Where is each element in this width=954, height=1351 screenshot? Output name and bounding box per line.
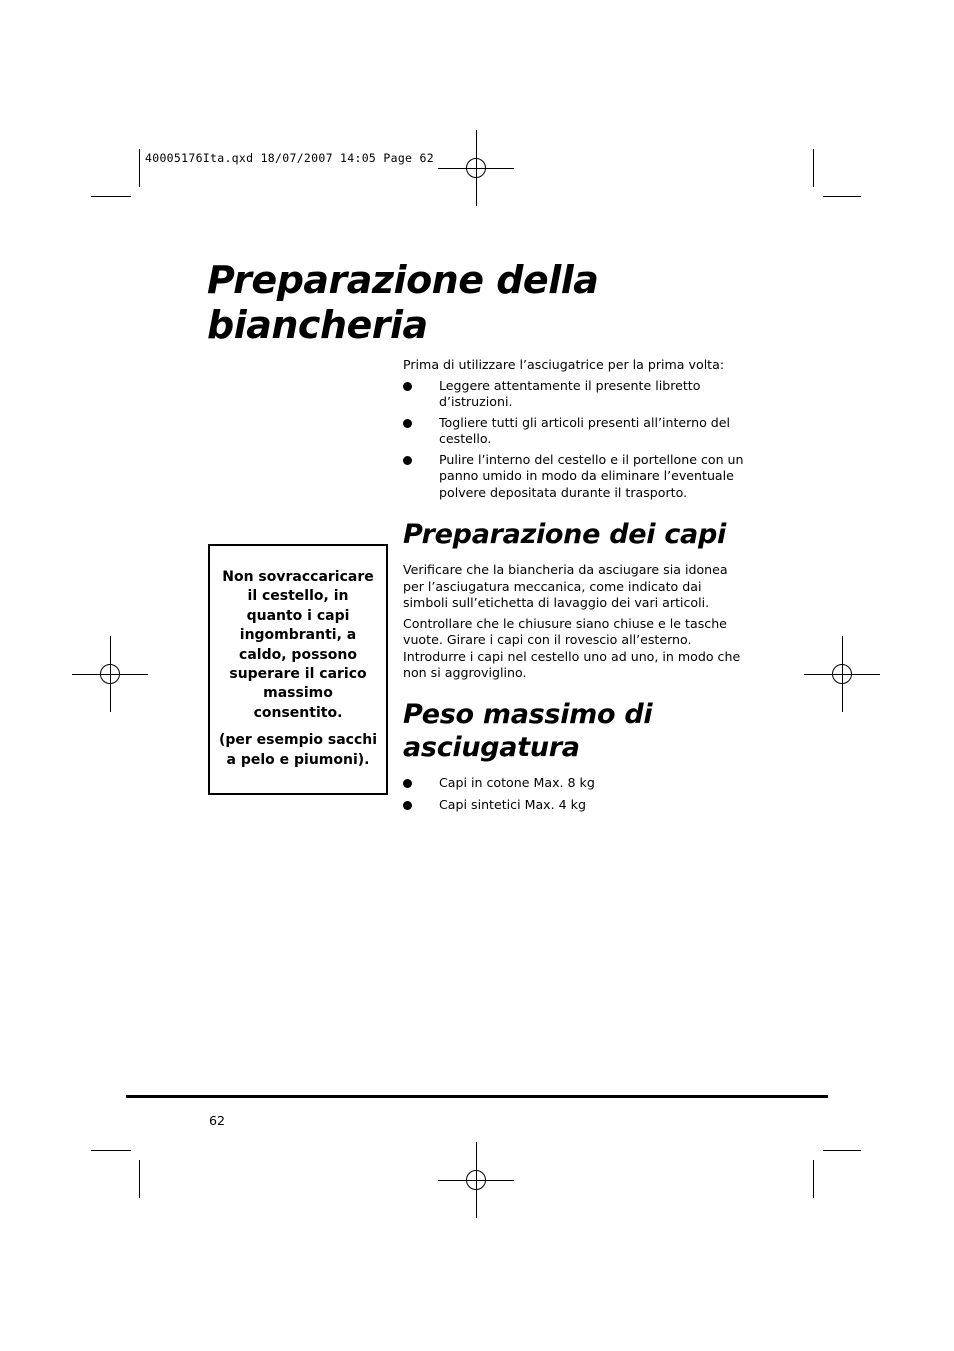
crop-mark bbox=[823, 196, 861, 197]
list-item: Capi in cotone Max. 8 kg bbox=[403, 775, 748, 792]
capi-paragraph-2: Controllare che le chiusure siano chiuse e le tasche vuote. Girare i capi con il rovescio all’esterno. Introdurre i capi nel cestello uno ad uno, in modo che non si aggroviglino. bbox=[403, 615, 741, 680]
crop-mark bbox=[813, 149, 814, 187]
printer-slug: 40005176Ita.qxd 18/07/2007 14:05 Page 62 bbox=[145, 151, 434, 165]
bullet-icon bbox=[403, 456, 412, 465]
bullet-icon bbox=[403, 779, 412, 788]
crop-mark bbox=[91, 196, 131, 197]
bullet-icon bbox=[403, 419, 412, 428]
section-heading-capi: Preparazione dei capi bbox=[403, 519, 726, 550]
bullet-icon bbox=[403, 801, 412, 810]
capi-section bbox=[403, 518, 748, 682]
warning-text: Non sovraccaricare il cestello, in quanto i capi ingombranti, a caldo, possono superare il carico massimo consentito. bbox=[222, 569, 374, 721]
list-item: Leggere attentamente il presente libretto d’istruzioni. bbox=[403, 378, 748, 411]
crop-mark bbox=[823, 1150, 861, 1151]
list-item: Togliere tutti gli articoli presenti all’interno del cestello. bbox=[403, 415, 748, 448]
intro-list bbox=[403, 378, 748, 502]
bullet-icon bbox=[403, 382, 412, 391]
footer-rule bbox=[126, 1095, 828, 1098]
list-item: Pulire l’interno del cestello e il portellone con un panno umido in modo da eliminare l’eventuale polvere depositata durante il trasporto. bbox=[403, 452, 748, 502]
intro-section bbox=[403, 357, 748, 501]
peso-list bbox=[403, 775, 748, 813]
warning-box bbox=[208, 544, 388, 795]
page-title-line-1: Preparazione della bbox=[207, 258, 599, 302]
page-number: 62 bbox=[209, 1113, 226, 1128]
crop-mark bbox=[813, 1160, 814, 1198]
list-item: Capi sintetici Max. 4 kg bbox=[403, 797, 748, 814]
warning-example: (per esempio sacchi a pelo e piumoni). bbox=[218, 732, 378, 768]
page-title bbox=[207, 258, 598, 348]
intro-lead: Prima di utilizzare l’asciugatrice per la prima volta: bbox=[403, 357, 725, 372]
peso-section bbox=[403, 698, 748, 813]
crop-mark bbox=[91, 1150, 131, 1151]
crop-mark bbox=[139, 149, 140, 187]
capi-paragraph-1: Verificare che la biancheria da asciugare sia idonea per l’asciugatura meccanica, come indicato dai simboli sull’etichetta di lavaggio dei vari articoli. bbox=[403, 562, 728, 610]
section-heading-peso: Peso massimo di asciugatura bbox=[403, 699, 653, 763]
page-title-line-2: biancheria bbox=[207, 303, 428, 347]
crop-mark bbox=[139, 1160, 140, 1198]
